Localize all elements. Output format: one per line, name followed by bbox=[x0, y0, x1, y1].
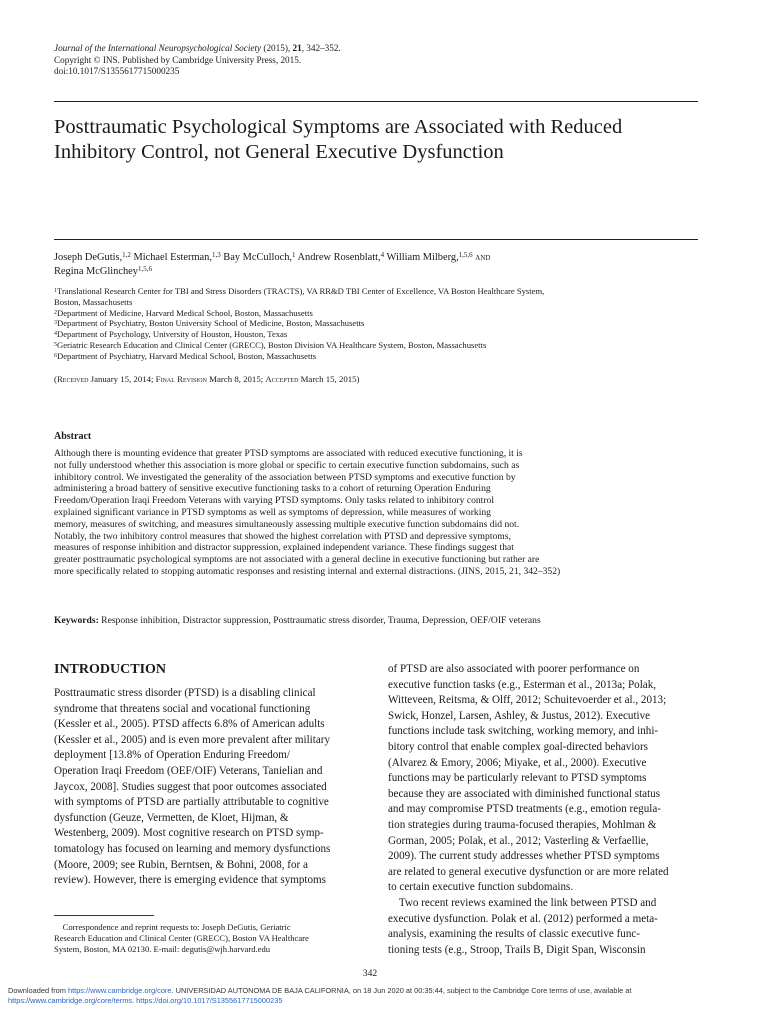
accepted-label: Accepted bbox=[265, 374, 299, 384]
footnote-line: Correspondence and reprint requests to: Joseph DeGutis, Geriatric bbox=[54, 922, 291, 932]
affiliation-item bbox=[54, 318, 698, 329]
received-open-paren: ( bbox=[54, 374, 57, 384]
body-line: analysis, examining the results of classic executive func- bbox=[388, 928, 640, 941]
footnote-rule bbox=[54, 915, 154, 916]
body-line: Two recent reviews examined the link between PTSD and bbox=[388, 896, 657, 909]
body-line: Westenberg, 2009). Most cognitive research on PTSD symp- bbox=[54, 827, 324, 840]
title-rule bbox=[54, 239, 698, 240]
author-name: Bay McCulloch, bbox=[220, 252, 292, 263]
body-line: (Kessler et al., 2005). PTSD affects 6.8% of American adults bbox=[54, 718, 325, 731]
footnote-line: System, Boston, MA 02130. E-mail: degutis@wjh.harvard.edu bbox=[54, 944, 271, 954]
abstract-line: more specifically related to stopping automatic responses and resisting internal and external distractions. (JINS, 2015, 21, 342–352) bbox=[54, 565, 561, 577]
body-line: (Moore, 2009; see Rubin, Berntsen, & Bohni, 2008, for a bbox=[54, 858, 308, 871]
correspondence-footnote bbox=[54, 922, 366, 955]
body-line: deployment [13.8% of Operation Enduring Freedom/ bbox=[54, 749, 290, 762]
body-line: executive function tasks (e.g., Esterman et al., 2013a; Polak, bbox=[388, 678, 657, 691]
author-line-1 bbox=[54, 251, 698, 265]
affiliation-item bbox=[54, 329, 698, 340]
terms-link[interactable]: https://www.cambridge.org/core/terms bbox=[8, 996, 133, 1005]
affiliation-sup: 5 bbox=[54, 341, 57, 348]
affiliation-text: Boston, Massachusetts bbox=[54, 296, 133, 307]
author-affil-sup: 1,3 bbox=[211, 251, 221, 259]
author-name: Joseph DeGutis, bbox=[54, 252, 123, 263]
keywords bbox=[54, 615, 541, 626]
abstract-line: explained significant variance in PTSD symptoms as well as symptoms of depression, while measures of working bbox=[54, 506, 491, 518]
author-affil-sup: 1,5,6 bbox=[458, 251, 473, 259]
download-suffix: . UNIVERSIDAD AUTONOMA DE BAJA CALIFORNIA, on 18 Jun 2020 at 00:35:44, subject to the Cambridge Core terms of use, available at bbox=[171, 986, 632, 995]
affiliation-sup: 2 bbox=[54, 309, 57, 316]
body-line: Jaycox, 2008]. Studies suggest that poor outcomes associated bbox=[54, 780, 327, 793]
body-line: to certain executive function subdomains. bbox=[388, 881, 574, 894]
affiliation-item bbox=[54, 351, 698, 362]
body-line: with symptoms of PTSD are partially attributable to cognitive bbox=[54, 796, 329, 809]
abstract-body bbox=[54, 448, 704, 578]
cambridge-core-link[interactable]: https://www.cambridge.org/core bbox=[67, 986, 172, 995]
download-separator: . bbox=[132, 996, 137, 1005]
abstract-line: Freedom/Operation Iraqi Freedom Veterans with varying PTSD symptoms. Only tasks related to inhibitory control bbox=[54, 495, 494, 507]
affiliation-item bbox=[54, 297, 698, 308]
affiliation-text: Department of Psychiatry, Boston University School of Medicine, Boston, Massachusetts bbox=[57, 318, 365, 329]
author-list bbox=[54, 251, 698, 278]
body-line: bitory control that enable complex goal-directed behaviors bbox=[388, 740, 648, 753]
body-line: 2009). The current study addresses whether PTSD symptoms bbox=[388, 850, 660, 863]
abstract-line: Although there is mounting evidence that greater PTSD symptoms are associated with reduced executive functioning, it is bbox=[54, 448, 523, 459]
journal-year: (2015), bbox=[263, 43, 291, 53]
abstract-line: greater posttraumatic psychological symptoms are not associated with a general decline in executive functioning but rather are bbox=[54, 554, 540, 566]
body-line: review). However, there is emerging evidence that symptoms bbox=[54, 874, 326, 887]
journal-citation bbox=[54, 43, 654, 78]
body-line: Operation Iraqi Freedom (OEF/OIF) Veterans, Tanielian and bbox=[54, 764, 323, 777]
body-line: of PTSD are also associated with poorer performance on bbox=[388, 663, 640, 675]
body-line: tomatology has focused on learning and memory dysfunctions bbox=[54, 842, 331, 855]
body-line: tion strategies during trauma-focused therapies, Mohlman & bbox=[388, 818, 657, 831]
abstract-line: memory, measures of switching, and measures simultaneously assessing multiple executive function subdomains did not. bbox=[54, 518, 520, 530]
body-line: Witteveen, Reitsma, & Olff, 2012; Schuitevoerder et al., 2013; bbox=[388, 694, 667, 707]
download-notice bbox=[8, 986, 760, 1006]
affiliation-text: Department of Psychology, University of Houston, Houston, Texas bbox=[57, 329, 288, 340]
author-name: Andrew Rosenblatt, bbox=[295, 252, 381, 263]
body-column-left bbox=[54, 686, 364, 889]
body-line: because they are associated with diminished functional status bbox=[388, 787, 661, 800]
affiliation-text: Geriatric Research Education and Clinical Center (GRECC), Boston Division VA Healthcare System, Boston, Massachusetts bbox=[57, 339, 487, 350]
keywords-label: Keywords: bbox=[54, 615, 99, 626]
affiliation-text: Department of Medicine, Harvard Medical School, Boston, Massachusetts bbox=[57, 307, 313, 318]
doi-link[interactable]: https://doi.org/10.1017/S1355617715000235 bbox=[136, 996, 283, 1005]
body-line: functions may be particularly relevant to PTSD symptoms bbox=[388, 772, 647, 785]
body-line: and may compromise PTSD treatments (e.g., emotion regula- bbox=[388, 803, 661, 816]
journal-citation-line bbox=[54, 43, 654, 55]
body-line: executive dysfunction. Polak et al. (2012) performed a meta- bbox=[388, 912, 658, 925]
revision-label: Final Revision bbox=[155, 374, 207, 384]
introduction-heading: INTRODUCTION bbox=[54, 662, 167, 677]
author-and: and bbox=[475, 252, 491, 263]
body-line: (Alvarez & Emory, 2006; Miyake, et al., 2000). Executive bbox=[388, 756, 647, 769]
doi-line: doi:10.1017/S1355617715000235 bbox=[54, 66, 180, 76]
journal-volume: 21 bbox=[292, 43, 302, 53]
received-dates bbox=[54, 374, 359, 384]
abstract-line: measures of response inhibition and distractor suppression, explained independent variance. These findings suggest that bbox=[54, 542, 514, 554]
affiliation-item bbox=[54, 286, 698, 297]
affiliation-text: Department of Psychiatry, Harvard Medical School, Boston, Massachusetts bbox=[57, 350, 317, 361]
author-name: William Milberg, bbox=[384, 252, 459, 263]
author-line-2 bbox=[54, 265, 698, 279]
abstract-line: Notably, the two inhibitory control measures that showed the highest correlation with PTSD and depressive symptoms, bbox=[54, 530, 511, 542]
affiliation-sup: 1 bbox=[54, 288, 57, 294]
footnote-line: Research Education and Clinical Center (GRECC), Boston VA Healthcare bbox=[54, 933, 309, 943]
revision-date: March 8, 2015; bbox=[206, 374, 266, 384]
affiliation-item bbox=[54, 340, 698, 351]
body-line: are related to general executive dysfunction or are more related bbox=[388, 865, 669, 878]
accepted-date: March 15, 2015) bbox=[298, 374, 360, 384]
abstract-line: inhibitory control. We investigated the generality of the association between PTSD symptoms and executive function by bbox=[54, 471, 516, 483]
received-label: Received bbox=[56, 374, 89, 384]
author-affil-sup: 4 bbox=[380, 251, 385, 259]
body-line: (Kessler et al., 2005) and is even more prevalent after military bbox=[54, 733, 331, 746]
abstract-heading: Abstract bbox=[54, 431, 92, 442]
affiliations bbox=[54, 286, 698, 362]
author-name: Regina McGlinchey bbox=[54, 265, 138, 277]
body-line: tioning tests (e.g., Stroop, Trails B, Digit Span, Wisconsin bbox=[388, 943, 646, 956]
journal-name: Journal of the International Neuropsychological Society bbox=[54, 43, 262, 53]
download-line-2 bbox=[8, 996, 760, 1006]
abstract-line: administering a broad battery of sensitive executive functioning tasks to a cohort of returning Operation Enduring bbox=[54, 483, 491, 495]
author-affil-sup: 1,5,6 bbox=[137, 264, 152, 273]
author-affil-sup: 1 bbox=[292, 251, 296, 259]
body-line: syndrome that threatens social and vocational functioning bbox=[54, 702, 311, 715]
body-line: Swick, Honzel, Larsen, Ashley, & Justus, 2012). Executive bbox=[388, 709, 651, 722]
download-line-1 bbox=[8, 986, 760, 996]
download-prefix: Downloaded from bbox=[8, 986, 68, 995]
title-line-1: Posttraumatic Psychological Symptoms are Associated with Reduced bbox=[54, 116, 623, 138]
affiliation-text: Translational Research Center for TBI and Stress Disorders (TRACTS), VA RR&D TBI Center of Excellence, VA Boston Healthcare System, bbox=[57, 286, 545, 296]
affiliation-sup: 4 bbox=[54, 331, 57, 338]
body-line: dysfunction (Geuze, Vermetten, de Kloet, Hijman, & bbox=[54, 811, 289, 824]
keywords-text: Response inhibition, Distractor suppression, Posttraumatic stress disorder, Trauma, Depression, OEF/OIF veterans bbox=[98, 615, 541, 626]
received-date: January 15, 2014; bbox=[88, 374, 156, 384]
page-number: 342 bbox=[362, 968, 378, 979]
body-line: functions include task switching, working memory, and inhi- bbox=[388, 725, 659, 738]
body-line: Posttraumatic stress disorder (PTSD) is a disabling clinical bbox=[54, 687, 316, 699]
journal-pages: , 342–352. bbox=[301, 43, 341, 53]
affiliation-item bbox=[54, 308, 698, 319]
author-affil-sup: 1,2 bbox=[122, 251, 131, 259]
author-name: Michael Esterman, bbox=[130, 252, 212, 263]
affiliation-sup: 6 bbox=[54, 352, 57, 359]
title-line-2: Inhibitory Control, not General Executive Dysfunction bbox=[54, 141, 504, 163]
abstract-line: not fully understood whether this association is more global or specific to certain executive function subdomains, such as bbox=[54, 459, 520, 471]
body-line: Gorman, 2005; Polak, et al., 2012; Vasterling & Verfaellie, bbox=[388, 834, 649, 847]
body-column-right bbox=[388, 662, 698, 958]
header-rule bbox=[54, 101, 698, 102]
affiliation-sup: 3 bbox=[54, 320, 57, 327]
article-title bbox=[54, 115, 704, 165]
copyright-line: Copyright © INS. Published by Cambridge University Press, 2015. bbox=[54, 54, 302, 65]
